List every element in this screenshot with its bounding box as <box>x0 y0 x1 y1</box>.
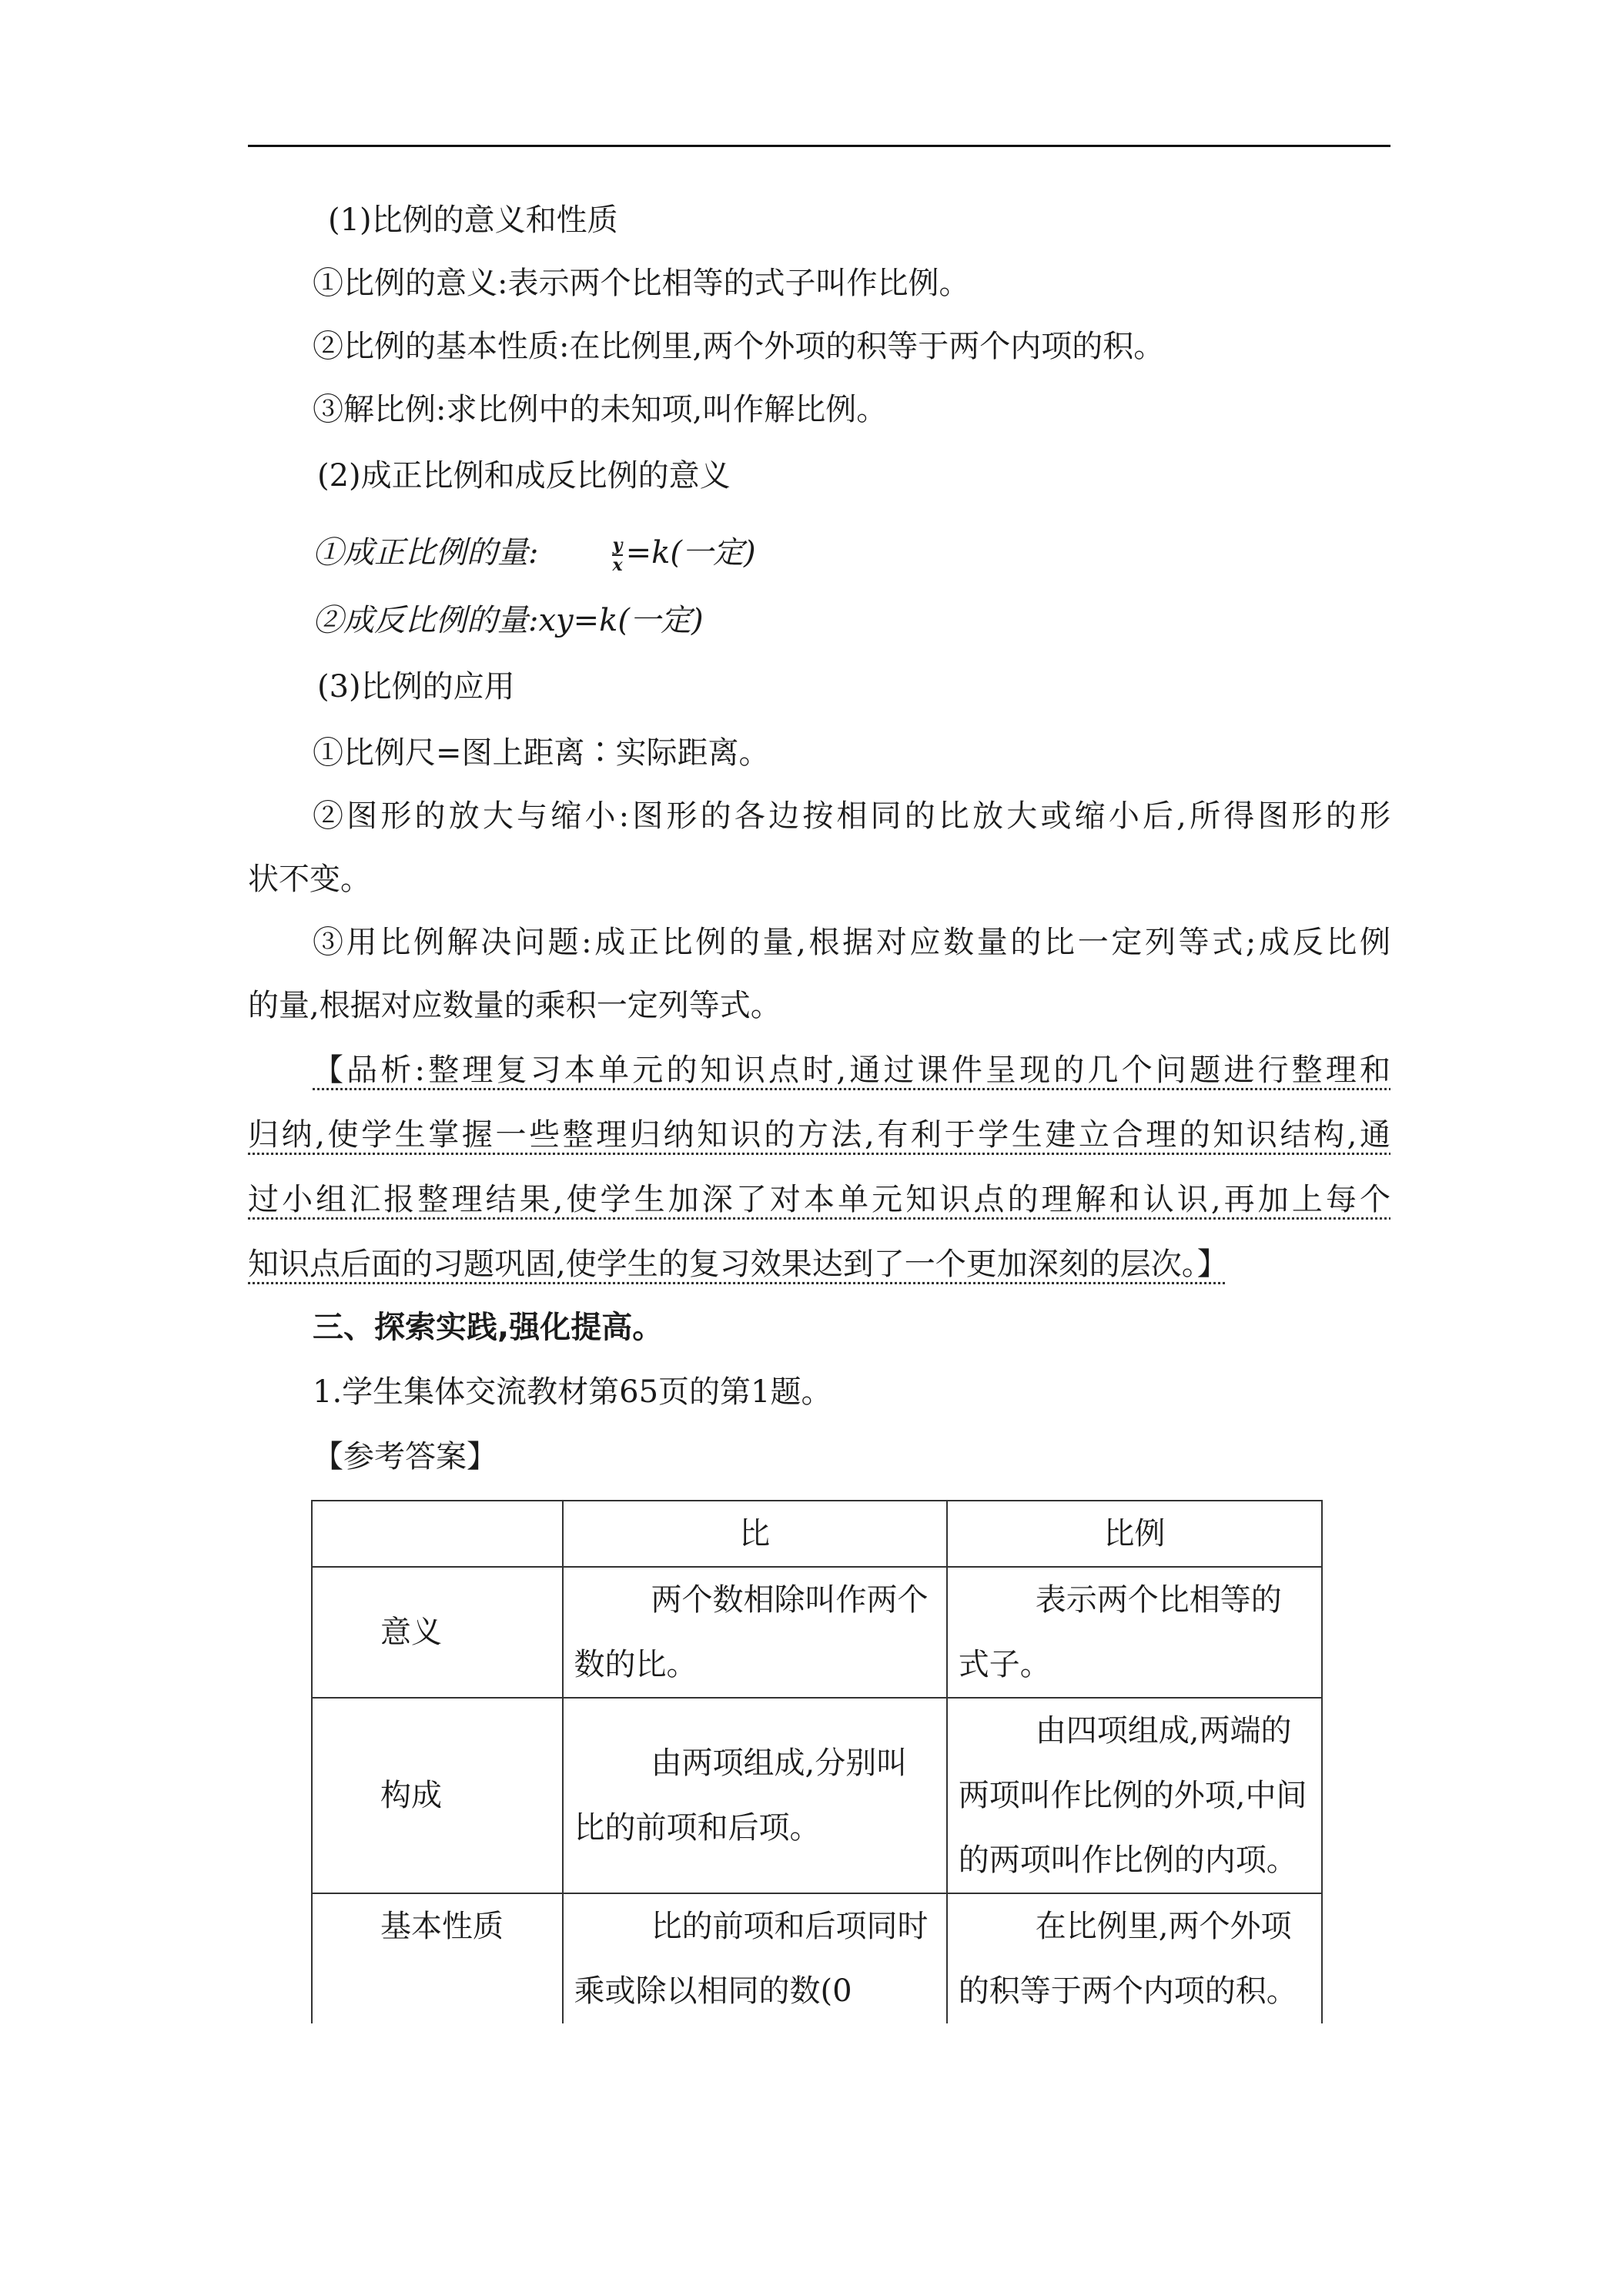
section-1-title: (1)比例的意义和性质 <box>328 202 618 238</box>
header-rule <box>248 145 1390 147</box>
fraction-denominator: x <box>612 555 623 575</box>
table-header-ratio: 比 <box>563 1501 947 1567</box>
section-heading-practice: 三、探索实践,强化提高。 <box>313 1310 664 1345</box>
section-1-item-3: ③解比例:求比例中的未知项,叫作解比例。 <box>313 392 888 427</box>
proportion-meaning: 表示两个比相等的式子。 <box>947 1567 1322 1698</box>
ratio-basic-property: 比的前项和后项同时乘或除以相同的数(0 <box>563 1893 947 2023</box>
analysis-line-4: 知识点后面的习题巩固,使学生的复习效果达到了一个更加深刻的层次。】 <box>248 1247 1228 1282</box>
fraction-numerator: y <box>612 535 623 555</box>
section-1-item-2: ②比例的基本性质:在比例里,两个外项的积等于两个内项的积。 <box>313 329 1165 364</box>
section-3-item-1: ①比例尺=图上距离∶实际距离。 <box>313 735 770 771</box>
section-3-item-3-line-2: 的量,根据对应数量的乘积一定列等式。 <box>248 988 781 1023</box>
section-3-item-2-line-2: 状不变。 <box>248 862 371 897</box>
direct-proportion-label: ①成正比例的量: <box>313 535 539 571</box>
section-2-item-2: ②成反比例的量:xy=k(一定) <box>313 603 704 638</box>
row-label-meaning: 意义 <box>312 1567 563 1698</box>
ratio-composition: 由两项组成,分别叫比的前项和后项。 <box>563 1698 947 1893</box>
table-header-empty <box>312 1501 563 1567</box>
section-3-title: (3)比例的应用 <box>317 669 515 705</box>
row-label-basic-property: 基本性质 <box>312 1893 563 2023</box>
proportion-basic-property: 在比例里,两个外项的积等于两个内项的积。 <box>947 1893 1322 2023</box>
exercise-1: 1.学生集体交流教材第65页的第1题。 <box>313 1374 832 1410</box>
table-row <box>312 1567 1322 1698</box>
ratio-meaning: 两个数相除叫作两个数的比。 <box>563 1567 947 1698</box>
table-row <box>312 1698 1322 1893</box>
section-3-item-2-line-1: ②图形的放大与缩小:图形的各边按相同的比放大或缩小后,所得图形的形 <box>313 798 1390 834</box>
section-2-item-1 <box>248 531 1390 574</box>
row-label-composition: 构成 <box>312 1698 563 1893</box>
comparison-table <box>311 1500 1323 2023</box>
fraction-y-over-x <box>612 536 622 574</box>
analysis-line-2: 归纳,使学生掌握一些整理归纳知识的方法,有利于学生建立合理的知识结构,通 <box>248 1117 1390 1153</box>
analysis-line-1: 【品析:整理复习本单元的知识点时,通过课件呈现的几个问题进行整理和 <box>313 1053 1390 1088</box>
section-3-item-3-line-1: ③用比例解决问题:成正比例的量,根据对应数量的比一定列等式;成反比例 <box>313 925 1390 960</box>
table-header-proportion: 比例 <box>947 1501 1322 1567</box>
reference-answer-label: 【参考答案】 <box>313 1439 497 1474</box>
proportion-composition: 由四项组成,两端的两项叫作比例的外项,中间的两项叫作比例的内项。 <box>947 1698 1322 1893</box>
table-header-row <box>312 1501 1322 1567</box>
direct-proportion-formula-tail: =k(一定) <box>625 535 756 571</box>
section-1-item-1: ①比例的意义:表示两个比相等的式子叫作比例。 <box>313 266 970 301</box>
section-2-title: (2)成正比例和成反比例的意义 <box>317 458 731 494</box>
table-row <box>312 1893 1322 2023</box>
analysis-line-3: 过小组汇报整理结果,使学生加深了对本单元知识点的理解和认识,再加上每个 <box>248 1182 1390 1217</box>
